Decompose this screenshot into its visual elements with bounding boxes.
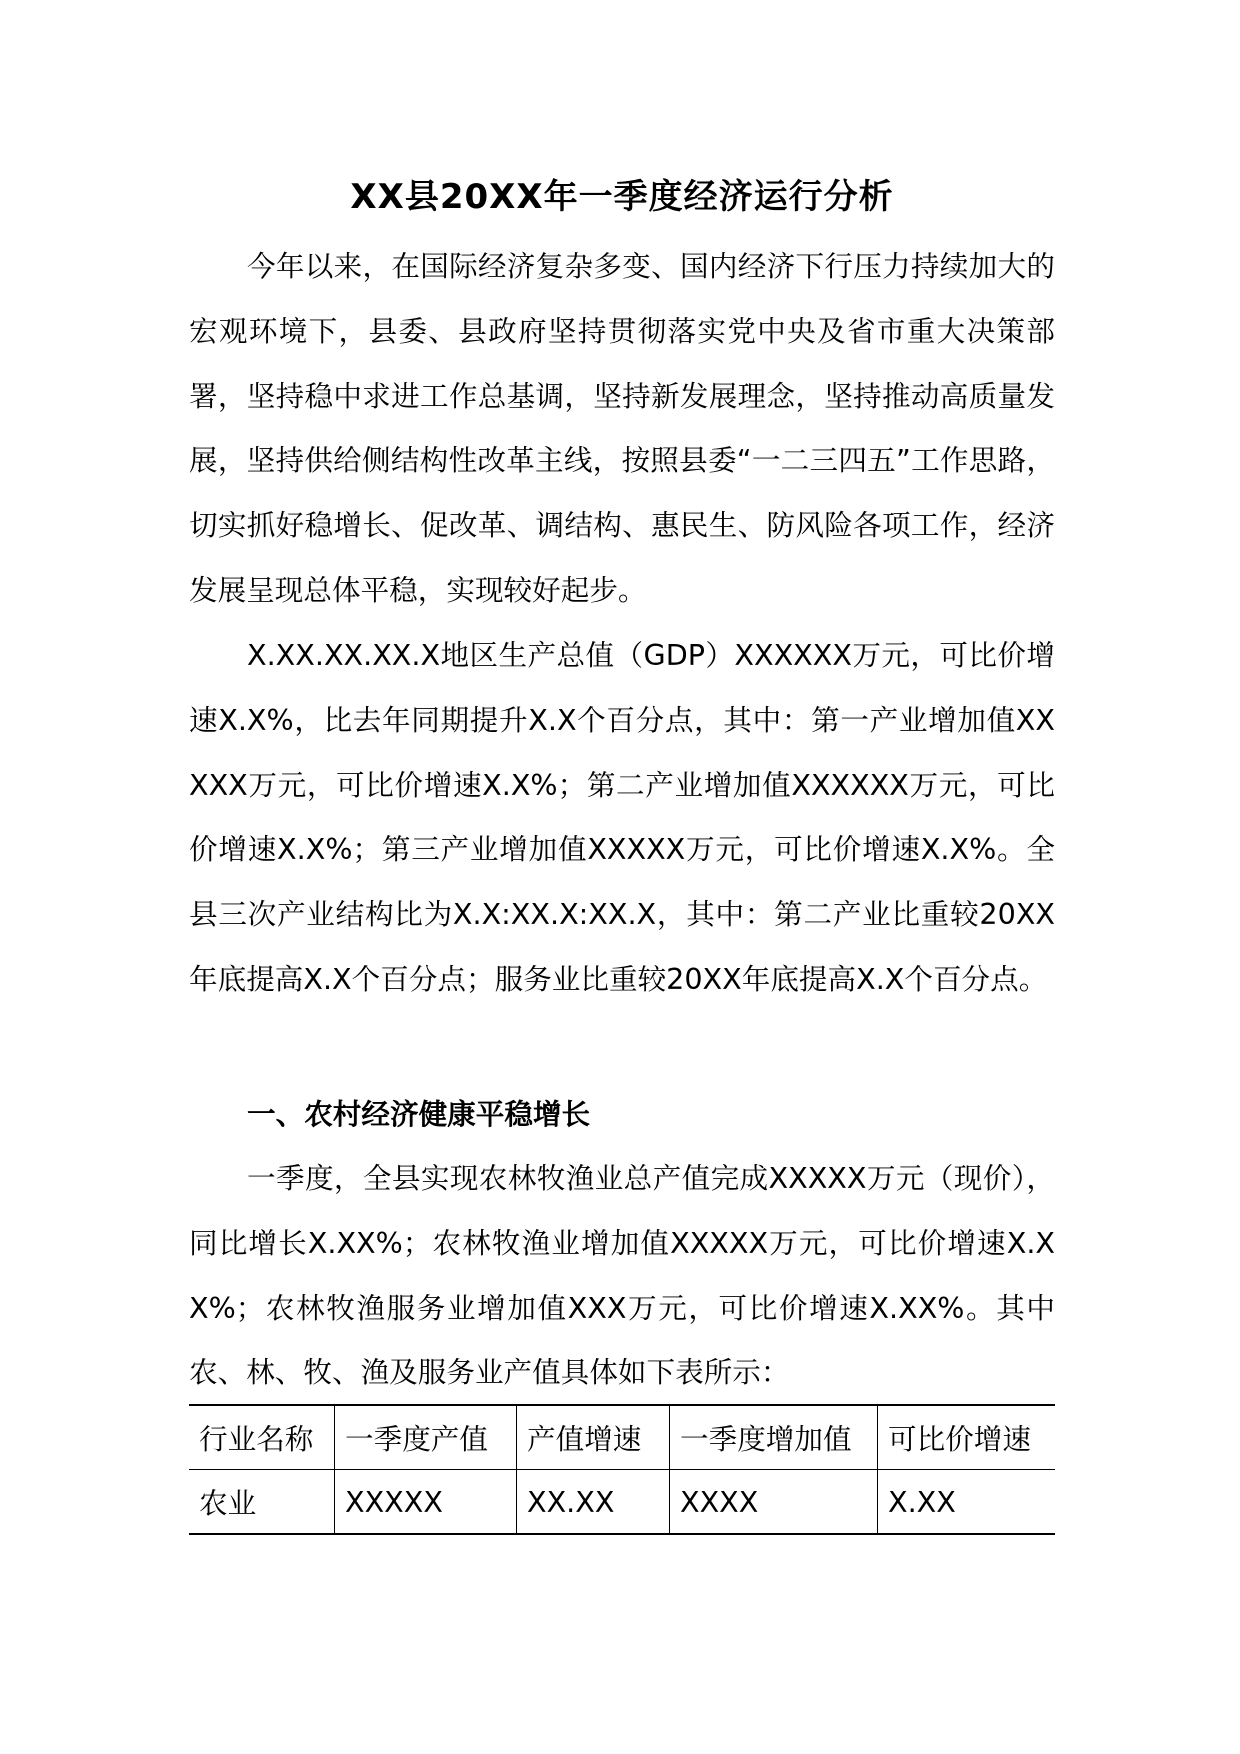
document-title: XX县20XX年一季度经济运行分析 xyxy=(350,177,894,217)
intro-paragraph: 今年以来，在国际经济复杂多变、国内经济下行压力持续加大的宏观环境下，县委、县政府坚持贯彻落实党中央及省市重大决策部署，坚持稳中求进工作总基调，坚持新发展理念，坚持推动高质量发展，坚持供给侧结构性改革主线，按照县委“一二三四五”工作思路，切实抓好稳增长、促改革、调结构、惠民生、防风险各项工作，经济发展呈现总体平稳，实现较好起步。 xyxy=(189,249,1055,607)
table-cell: X.XX xyxy=(878,1470,1056,1535)
gdp-paragraph: X.XX.XX.XX.X地区生产总值（GDP）XXXXXX万元，可比价增速X.X%，比去年同期提升X.X个百分点，其中：第一产业增加值XXXXX万元，可比价增速X.X%；第二产业增加值XXXXXX万元，可比价增速X.X%；第三产业增加值XXXXX万元，可比价增速X.X%。全县三次产业结构比为X.X:XX.X:XX.X，其中：第二产业比重较20XX年底提高X.X个百分点；服务业比重较20XX年底提高X.X个百分点。 xyxy=(189,638,1055,996)
table-header-cell: 一季度增加值 xyxy=(670,1405,878,1470)
section-heading-rural-economy: 一、农村经济健康平稳增长 xyxy=(247,1097,591,1131)
rural-economy-paragraph: 一季度，全县实现农林牧渔业总产值完成XXXXX万元（现价），同比增长X.XX%；农林牧渔业增加值XXXXX万元，可比价增速X.XX%；农林牧渔服务业增加值XXX万元，可比价增速X.XX%。其中农、林、牧、渔及服务业产值具体如下表所示： xyxy=(189,1161,1055,1390)
table-cell: XX.XX xyxy=(517,1470,670,1535)
industry-output-table xyxy=(189,1404,1055,1535)
table-header-cell: 可比价增速 xyxy=(878,1405,1056,1470)
table-cell: XXXXX xyxy=(335,1470,517,1535)
table-header-cell: 产值增速 xyxy=(517,1405,670,1470)
table-header-cell: 一季度产值 xyxy=(335,1405,517,1470)
table-cell: XXXX xyxy=(670,1470,878,1535)
table-header-row xyxy=(189,1405,1055,1470)
table-row xyxy=(189,1470,1055,1535)
table-header-cell: 行业名称 xyxy=(189,1405,335,1470)
table-cell: 农业 xyxy=(189,1470,335,1535)
